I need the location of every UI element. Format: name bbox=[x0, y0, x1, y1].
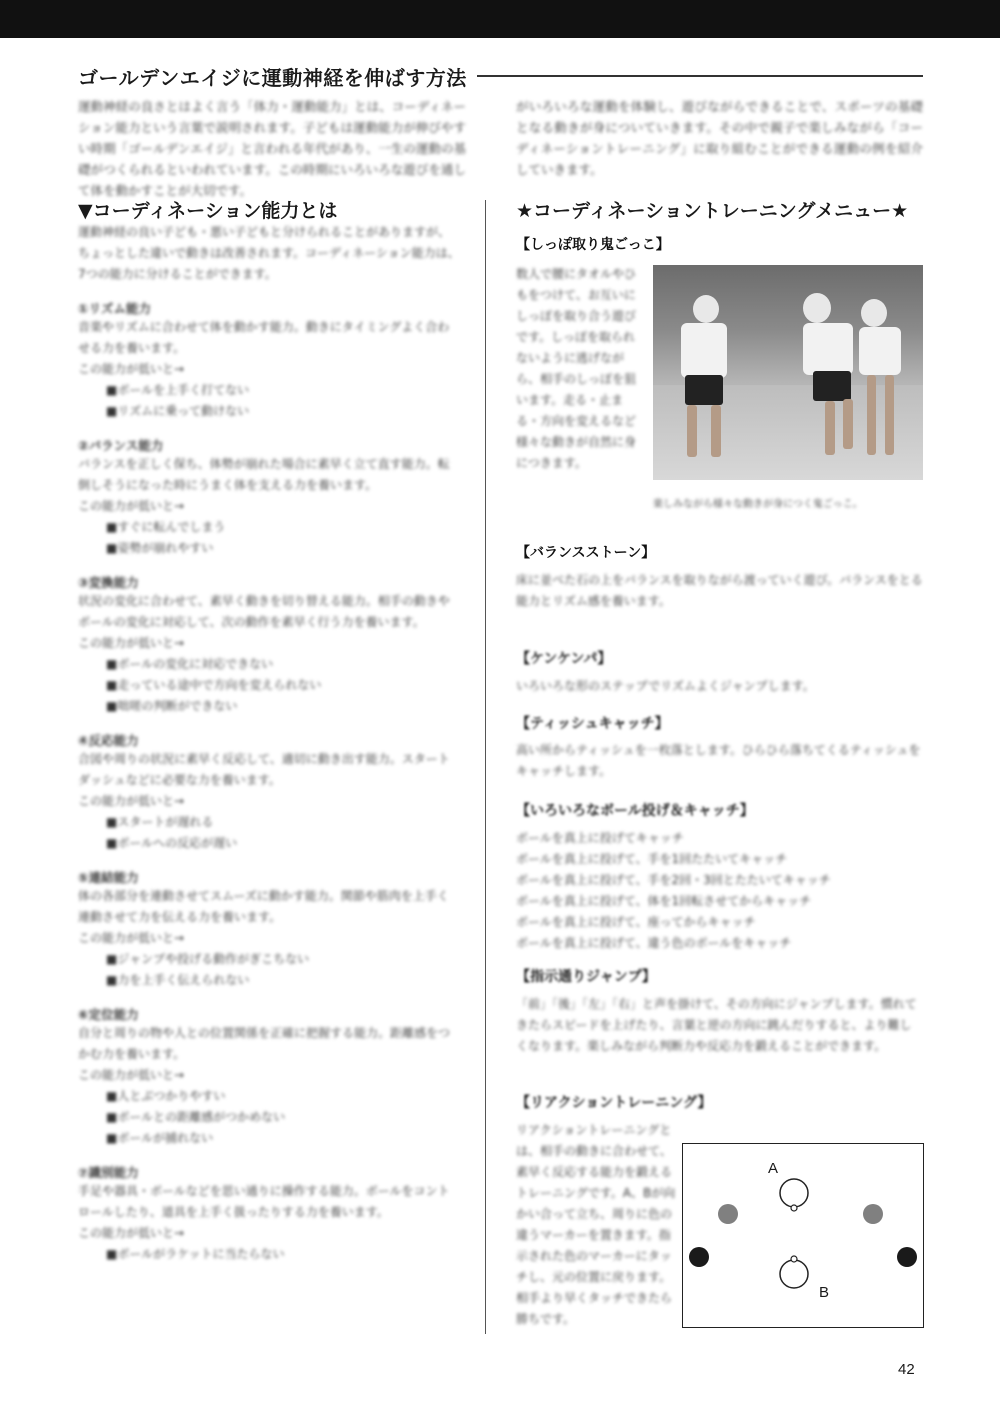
menu-title-reaction: 【リアクショントレーニング】 bbox=[516, 1095, 712, 1111]
gray-cone bbox=[718, 1204, 738, 1224]
ability-text: 音楽やリズムに合わせて体を動かす能力。動きにタイミングよく合わせる力を養います。 bbox=[78, 320, 450, 355]
menu-title-ball-catch: 【いろいろなボール投げ＆キャッチ】 bbox=[516, 803, 754, 819]
kid-leg bbox=[711, 405, 721, 457]
menu-title-number-jump: 【指示通りジャンプ】 bbox=[516, 969, 656, 985]
tag-game-text: 数人で腰にタオルやひもをつけて、お互いにしっぽを取り合う遊びです。しっぽを取られないように逃げながら、相手のしっぽを狙います。走る・止まる・方向を変えるなど様々な動きが自然に身につきます。 bbox=[516, 267, 637, 470]
column-divider bbox=[485, 200, 486, 1334]
balance-stone-text: 床に並べた石の上をバランスを取りながら渡っていく遊び。バランスをとる能力とリズム感を養います。 bbox=[516, 573, 923, 608]
ability-bullet: ■ボールがラケットに当たらない bbox=[106, 1247, 285, 1261]
ability-title: ⑦識別能力 bbox=[78, 1165, 139, 1180]
ability-text: 自分と周りの物や人との位置関係を正確に把握する能力。距離感をつかむ力を養います。 bbox=[78, 1026, 451, 1061]
ability-bullet: ■走っている途中で方向を変えられない bbox=[106, 678, 322, 692]
kid-shorts bbox=[685, 375, 723, 405]
ability-block bbox=[78, 731, 460, 854]
ability-bullet: ■力を上手く伝えられない bbox=[106, 973, 250, 987]
ability-label: この能力が低いと→ bbox=[78, 499, 185, 513]
kenken-text: いろいろな形のステップでリズムよくジャンプします。 bbox=[516, 679, 815, 693]
kid-leg bbox=[687, 405, 697, 457]
ability-title: ⑥定位能力 bbox=[78, 1007, 139, 1022]
ability-bullet: ■ボールが捕れない bbox=[106, 1131, 214, 1145]
ability-label: この能力が低いと→ bbox=[78, 636, 185, 650]
ability-block bbox=[78, 1163, 460, 1265]
ball-catch-item: ボールを真上に投げて、座ってからキャッチ bbox=[516, 915, 756, 929]
ability-bullet: ■スタートが遅れる bbox=[106, 815, 214, 829]
ability-label: この能力が低いと→ bbox=[78, 1226, 185, 1240]
ability-block bbox=[78, 1005, 460, 1149]
ability-text: 状況の変化に合わせて、素早く動きを切り替える能力。相手の動きやボールの変化に対応して、次の動作を素早く行う力を養います。 bbox=[78, 594, 450, 629]
title-rule bbox=[477, 75, 923, 77]
main-title-row bbox=[78, 62, 923, 90]
menu-title-tissue: 【ティッシュキャッチ】 bbox=[516, 716, 669, 732]
page-title: ゴールデンエイジに運動神経を伸ばす方法 bbox=[78, 65, 467, 90]
ability-text: 手足や器具・ボールなどを思い通りに操作する能力。ボールをコントロールしたり、道具を上手く扱ったりする力を養います。 bbox=[78, 1184, 450, 1219]
kid-body bbox=[859, 327, 901, 375]
menu-title-tag-game: 【しっぽ取り鬼ごっこ】 bbox=[516, 237, 670, 253]
intro-right: がいろいろな運動を体験し、遊びながらできることで、スポーツの基礎となる動きが身についていきます。その中で親子で楽しみながら「コーディネーショントレーニング」に取り組むことができる運動の例を紹介していきます。 bbox=[516, 99, 923, 177]
section-heading-coordination: ▼コーディネーション能力とは bbox=[78, 200, 338, 222]
diagram-canvas bbox=[683, 1144, 923, 1327]
ability-bullet: ■すぐに転んでしまう bbox=[106, 520, 226, 534]
page-number: 42 bbox=[898, 1361, 915, 1378]
label-b: B bbox=[819, 1284, 830, 1301]
intro-left: 運動神経の良さとはよく言う「体力・運動能力」とは、コーディネーション能力という言葉で説明されます。子どもは運動能力が伸びやすい時期「ゴールデンエイジ」と言われる年代があり、一生の運動の基礎がつくられるといわれています。この時期にいろいろな遊びを通して体を動かすことが大切です。 bbox=[78, 99, 466, 198]
ball-catch-item: ボールを真上に投げて、手を1回たたいてキャッチ bbox=[516, 852, 788, 866]
ability-title: ④反応能力 bbox=[78, 733, 139, 748]
ability-title: ③変換能力 bbox=[78, 575, 139, 590]
coordination-intro: 運動神経の良い子ども・悪い子どもと分けられることがありますが、ちょっとした違いで動きは改善されます。コーディネーション能力は、7つの能力に分けることができます。 bbox=[78, 225, 460, 281]
ability-label: この能力が低いと→ bbox=[78, 931, 185, 945]
player-a-marker bbox=[780, 1179, 808, 1207]
label-a: A bbox=[768, 1160, 779, 1177]
photo-caption: 楽しみながら様々な動きが身につく鬼ごっこ。 bbox=[653, 499, 863, 510]
tissue-text: 高い所からティッシュを一枚落とします。ひらひら落ちてくるティッシュをキャッチします。 bbox=[516, 743, 921, 778]
ability-bullet: ■ボールとの距離感がつかめない bbox=[106, 1110, 286, 1124]
ability-block bbox=[78, 573, 460, 717]
ability-title: ①リズム能力 bbox=[78, 301, 151, 316]
ability-label: この能力が低いと→ bbox=[78, 1068, 185, 1082]
ability-bullet: ■ボールの変化に対応できない bbox=[106, 657, 274, 671]
ball-catch-list bbox=[516, 828, 923, 954]
player-b-direction bbox=[791, 1256, 797, 1262]
kid-shorts bbox=[813, 371, 851, 401]
ball-catch-item: ボールを真上に投げて、違う色のボールをキャッチ bbox=[516, 936, 792, 950]
left-column bbox=[78, 222, 460, 1265]
ability-block bbox=[78, 299, 460, 422]
menu-title-kenken: 【ケンケンパ】 bbox=[516, 651, 612, 667]
reaction-training-diagram bbox=[682, 1143, 924, 1328]
black-cone bbox=[897, 1247, 917, 1267]
ability-bullet: ■姿勢が崩れやすい bbox=[106, 541, 214, 555]
ball-catch-item: ボールを真上に投げて、体を1回転させてからキャッチ bbox=[516, 894, 812, 908]
kids-tag-game-photo bbox=[653, 265, 923, 480]
ability-bullet: ■ジャンプや投げる動作がぎこちない bbox=[106, 952, 310, 966]
ability-bullet: ■ボールを上手く打てない bbox=[106, 383, 250, 397]
ability-bullet: ■ボールへの反応が遅い bbox=[106, 836, 238, 850]
ability-label: この能力が低いと→ bbox=[78, 794, 185, 808]
ability-bullet: ■リズムに乗って動けない bbox=[106, 404, 250, 418]
ability-bullet: ■咄嗟の判断ができない bbox=[106, 699, 238, 713]
player-b-marker bbox=[780, 1260, 808, 1288]
kid-head bbox=[861, 299, 887, 327]
gray-cone bbox=[863, 1204, 883, 1224]
number-jump-text: 「前」「後」「左」「右」と声を掛けて、その方向にジャンプします。慣れてきたらスピードを上げたり、言葉と逆の方向に跳んだりすると、より難しくなります。楽しみながら判断力や反応力を鍛えることができます。 bbox=[516, 997, 917, 1053]
kid-head bbox=[803, 293, 831, 323]
ability-block bbox=[78, 868, 460, 991]
ability-block bbox=[78, 436, 460, 559]
kid-body bbox=[681, 323, 727, 378]
top-bar bbox=[0, 0, 1000, 38]
kid-head bbox=[693, 295, 719, 323]
ball-catch-item: ボールを真上に投げて、手を2回・3回とたたいてキャッチ bbox=[516, 873, 831, 887]
section-heading-training-menu: ★コーディネーショントレーニングメニュー★ bbox=[516, 200, 909, 222]
ability-bullet: ■人とぶつかりやすい bbox=[106, 1089, 226, 1103]
kid-leg bbox=[885, 375, 894, 455]
ability-text: 体の各部分を連動させてスムーズに動かす能力。関節や筋肉を上手く連動させて力を伝える力を養います。 bbox=[78, 889, 449, 924]
ability-text: 合図や周りの状況に素早く反応して、適切に動き出す能力。スタートダッシュなどに必要な力を養います。 bbox=[78, 752, 450, 787]
kid-leg bbox=[843, 399, 853, 449]
ability-title: ⑤連結能力 bbox=[78, 870, 139, 885]
ability-text: バランスを正しく保ち、体勢が崩れた場合に素早く立て直す能力。転倒しそうになった時にうまく体を支える力を養います。 bbox=[78, 457, 450, 492]
ability-label: この能力が低いと→ bbox=[78, 362, 185, 376]
kid-body bbox=[803, 323, 853, 375]
ball-catch-item: ボールを真上に投げてキャッチ bbox=[516, 831, 684, 845]
black-cone bbox=[689, 1247, 709, 1267]
reaction-text: リアクショントレーニングとは、相手の動きに合わせて、素早く反応する能力を鍛えるトレーニングです。A、Bが向かい合って立ち、周りに色の違うマーカーを置きます。指示された色のマーカーにタッチし、元の位置に戻ります。相手より早くタッチできたら勝ちです。 bbox=[516, 1123, 676, 1326]
menu-title-balance-stone: 【バランスストーン】 bbox=[516, 545, 656, 561]
ability-title: ②バランス能力 bbox=[78, 438, 164, 453]
kid-leg bbox=[825, 401, 835, 455]
player-a-direction bbox=[791, 1205, 797, 1211]
kid-leg bbox=[867, 375, 876, 455]
